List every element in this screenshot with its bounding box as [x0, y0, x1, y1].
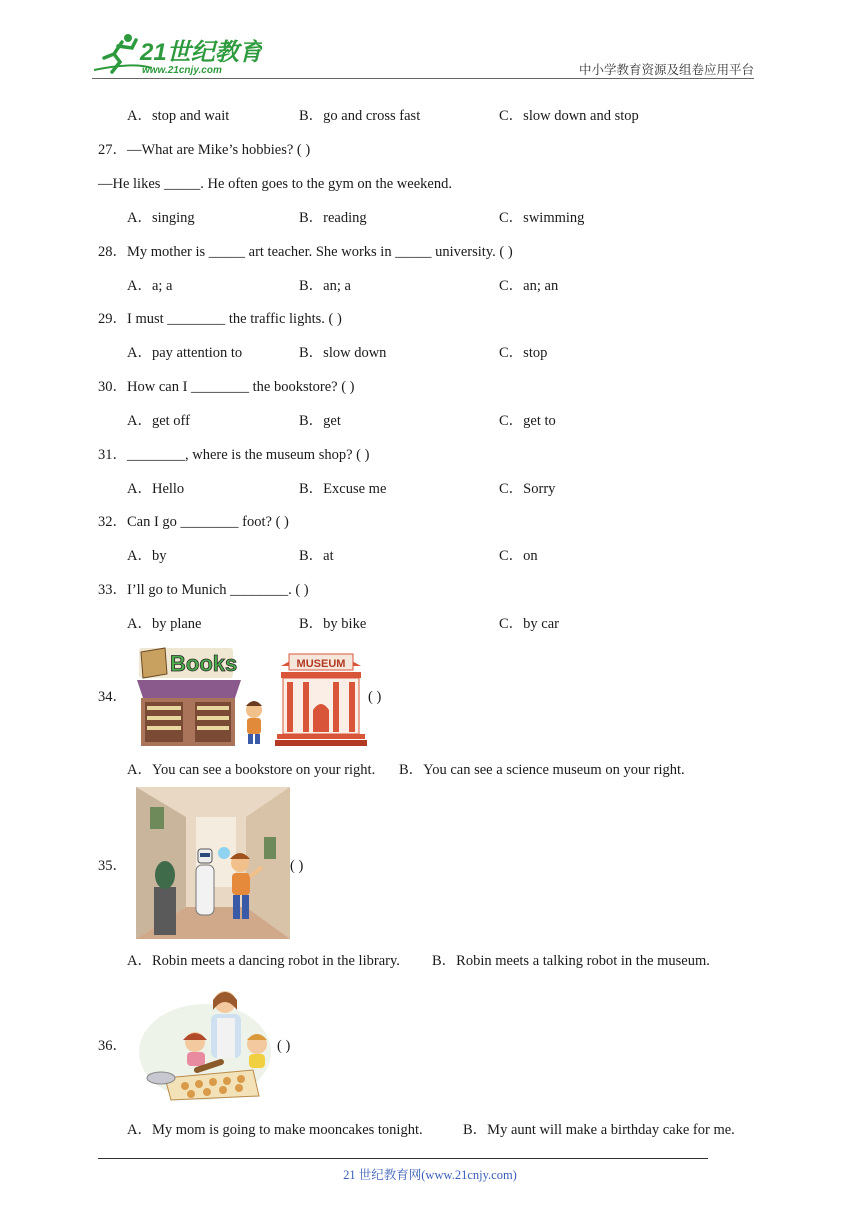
svg-text:www.21cnjy.com: www.21cnjy.com	[142, 65, 222, 76]
q30-option-c: C．get to	[499, 413, 556, 429]
q29-option-c: C．stop	[499, 345, 548, 361]
q35-option-a: A．Robin meets a dancing robot in the library.	[127, 953, 400, 969]
q31-option-b: B．Excuse me	[299, 481, 387, 497]
q34-option-b: B．You can see a science museum on your right.	[399, 762, 685, 778]
q27-option-b: B．reading	[299, 210, 367, 226]
museum-illustration	[275, 644, 367, 748]
svg-text:Books: Books	[170, 651, 238, 676]
q27-stem-line2: —He likes _____. He often goes to the gym on the weekend.	[98, 176, 452, 192]
q27-option-c: C．swimming	[499, 210, 585, 226]
q32-option-c: C．on	[499, 548, 538, 564]
q30-option-b: B．get	[299, 413, 341, 429]
q28-option-c: C．an; an	[499, 278, 559, 294]
q33-stem: 33．I’ll go to Munich ________. ( )	[98, 582, 309, 598]
q35-option-b: B．Robin meets a talking robot in the museum.	[432, 953, 710, 969]
q28-stem: 28．My mother is _____ art teacher. She works in _____ university. ( )	[98, 244, 513, 260]
q32-option-a: A．by	[127, 548, 167, 564]
q26-option-c: C．slow down and stop	[499, 108, 639, 124]
q27-stem: 27．—What are Mike’s hobbies? ( )	[98, 142, 311, 158]
q35-answer-paren: ( )	[290, 858, 304, 874]
mooncake-baking-illustration	[137, 984, 277, 1102]
q31-option-c: C．Sorry	[499, 481, 556, 497]
footer-divider	[98, 1158, 708, 1159]
q33-option-b: B．by bike	[299, 616, 367, 632]
q33-option-c: C．by car	[499, 616, 559, 632]
q36-option-a: A．My mom is going to make mooncakes tonight.	[127, 1122, 423, 1138]
q36-answer-paren: ( )	[277, 1038, 291, 1054]
platform-name: 中小学教育资源及组卷应用平台	[578, 62, 754, 77]
q34-answer-paren: ( )	[368, 689, 382, 705]
q36-number: 36．	[98, 1038, 127, 1054]
q29-option-b: B．slow down	[299, 345, 387, 361]
q29-stem: 29．I must ________ the traffic lights. ( )	[98, 311, 342, 327]
svg-text:21世纪教育: 21世纪教育	[140, 39, 262, 66]
svg-text:MUSEUM: MUSEUM	[296, 658, 346, 670]
footer-link[interactable]: 21 世纪教育网(www.21cnjy.com)	[343, 1168, 517, 1182]
q28-option-b: B．an; a	[299, 278, 351, 294]
q26-option-a: A．stop and wait	[127, 108, 230, 124]
q31-option-a: A．Hello	[127, 481, 185, 497]
q29-option-a: A．pay attention to	[127, 345, 243, 361]
q32-stem: 32．Can I go ________ foot? ( )	[98, 514, 289, 530]
q34-number: 34．	[98, 689, 127, 705]
q26-option-b: B．go and cross fast	[299, 108, 421, 124]
q34-option-a: A．You can see a bookstore on your right.	[127, 762, 376, 778]
q31-stem: 31．________, where is the museum shop? ( )	[98, 447, 370, 463]
q28-option-a: A．a; a	[127, 278, 173, 294]
museum-robot-illustration	[136, 787, 290, 939]
q30-option-a: A．get off	[127, 413, 190, 429]
q27-option-a: A．singing	[127, 210, 195, 226]
site-logo	[92, 32, 262, 76]
header-divider	[92, 78, 754, 79]
q33-option-a: A．by plane	[127, 616, 202, 632]
q35-number: 35．	[98, 858, 127, 874]
q36-option-b: B．My aunt will make a birthday cake for me.	[463, 1122, 735, 1138]
q30-stem: 30．How can I ________ the bookstore? ( )	[98, 379, 355, 395]
q32-option-b: B．at	[299, 548, 334, 564]
bookstore-illustration	[137, 644, 269, 748]
